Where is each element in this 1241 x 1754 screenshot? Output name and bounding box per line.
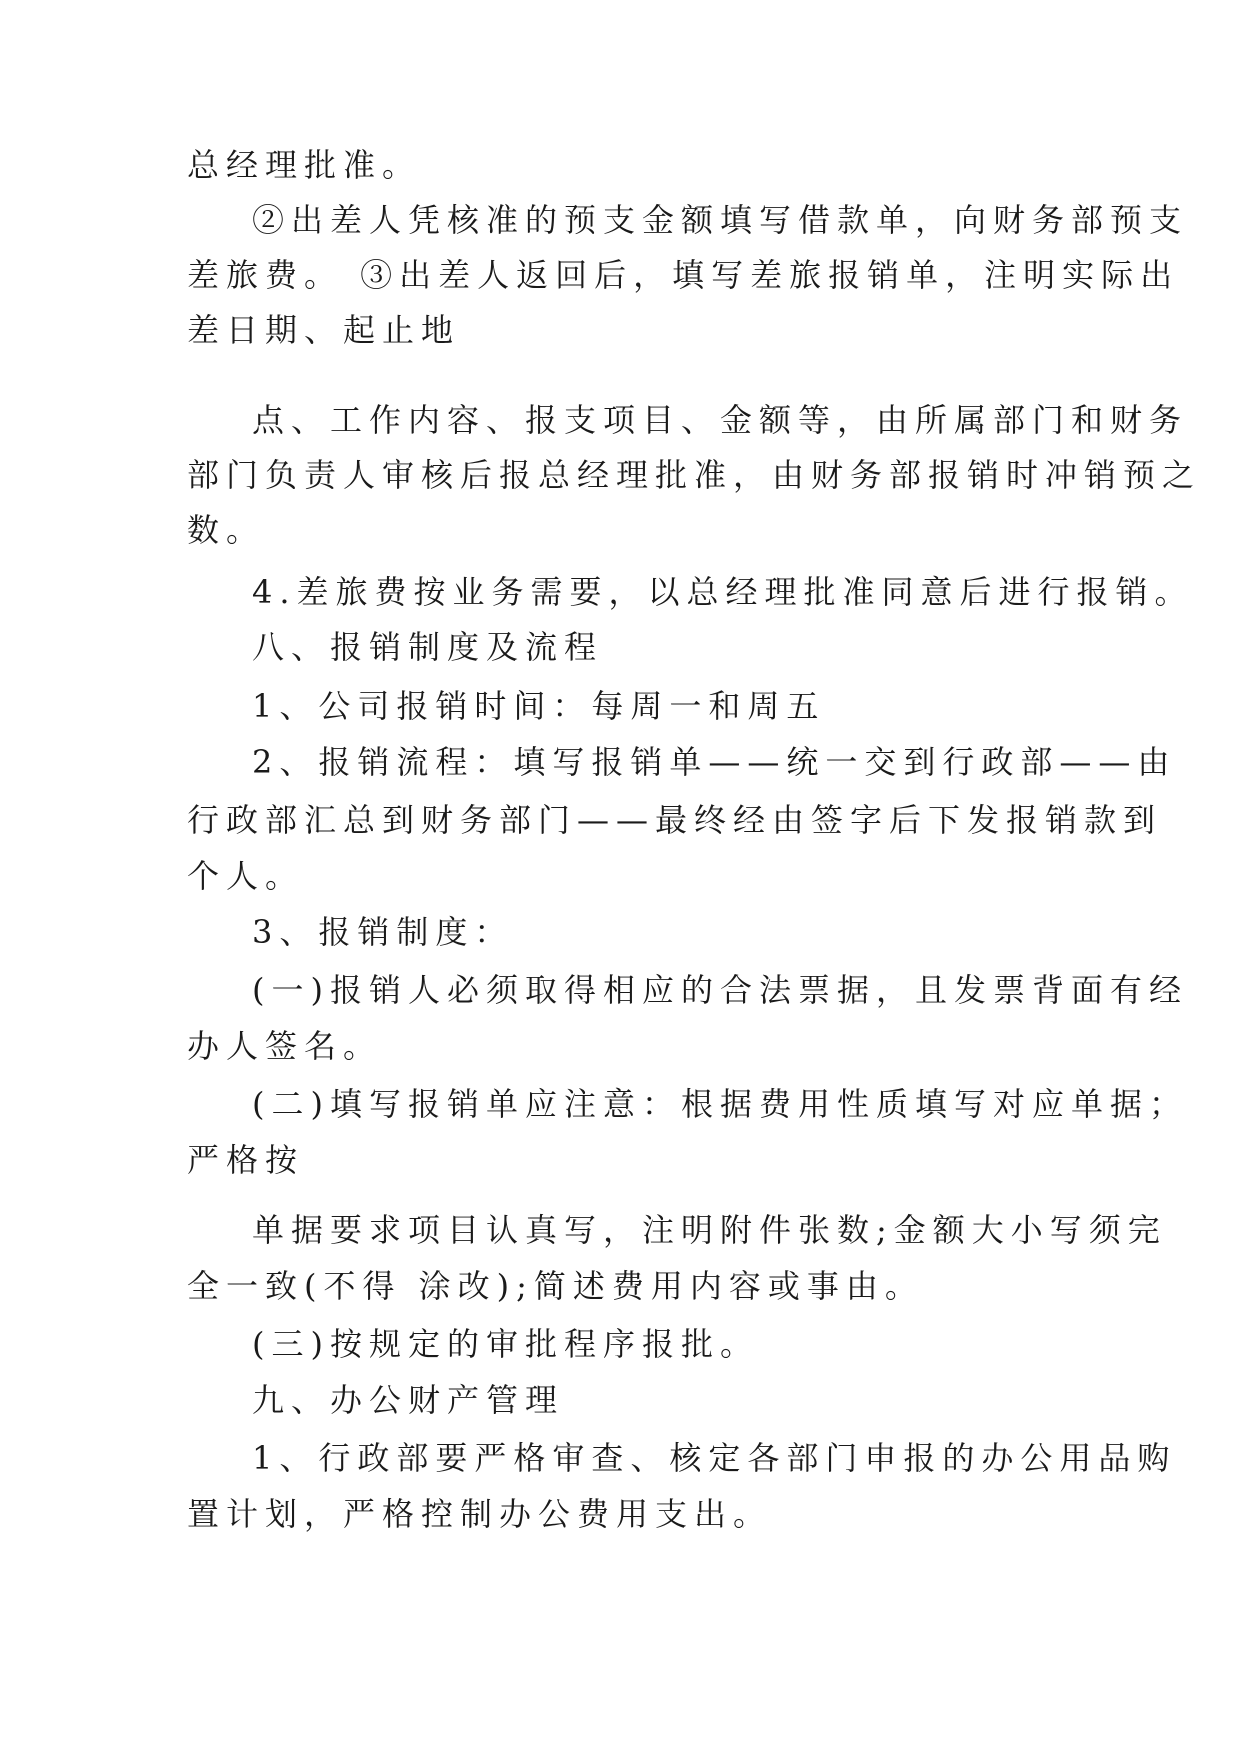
text-line: (一)报销人必须取得相应的合法票据，且发票背面有经	[252, 971, 1188, 1009]
text-line: 单据要求项目认真写，注明附件张数;金额大小写须完	[252, 1211, 1167, 1249]
text-line: 严格按	[187, 1141, 305, 1179]
text-line: ②出差人凭核准的预支金额填写借款单，向财务部预支	[252, 201, 1189, 239]
text-line: 1、公司报销时间：每周一和周五	[252, 687, 826, 725]
text-line: 置计划，严格控制办公费用支出。	[187, 1495, 773, 1533]
text-line: 3、报销制度：	[252, 913, 514, 951]
text-line: (三)按规定的审批程序报批。	[252, 1325, 759, 1363]
text-line: 点、工作内容、报支项目、金额等，由所属部门和财务	[252, 401, 1189, 439]
text-line: 个人。	[187, 857, 305, 895]
section-heading: 九、办公财产管理	[252, 1381, 565, 1419]
text-line: 差旅费。 ③出差人返回后，填写差旅报销单，注明实际出	[187, 256, 1180, 294]
text-line: 2、报销流程：填写报销单——统一交到行政部——由	[252, 743, 1177, 781]
text-line: 总经理批准。	[187, 146, 422, 184]
text-line: 数。	[187, 511, 266, 549]
text-line: 行政部汇总到财务部门——最终经由签字后下发报销款到	[187, 801, 1163, 839]
section-heading: 八、报销制度及流程	[252, 628, 604, 666]
text-line: 差日期、起止地	[187, 311, 461, 349]
text-line: 4.差旅费按业务需要，以总经理批准同意后进行报销。	[252, 573, 1194, 611]
text-line: 1、行政部要严格审查、核定各部门申报的办公用品购	[252, 1439, 1177, 1477]
text-line: (二)填写报销单应注意：根据费用性质填写对应单据；	[252, 1085, 1188, 1123]
text-line: 部门负责人审核后报总经理批准，由财务部报销时冲销预之	[187, 456, 1202, 494]
text-line: 办人签名。	[187, 1027, 383, 1065]
text-line: 全一致(不得 涂改);简述费用内容或事由。	[187, 1267, 924, 1305]
